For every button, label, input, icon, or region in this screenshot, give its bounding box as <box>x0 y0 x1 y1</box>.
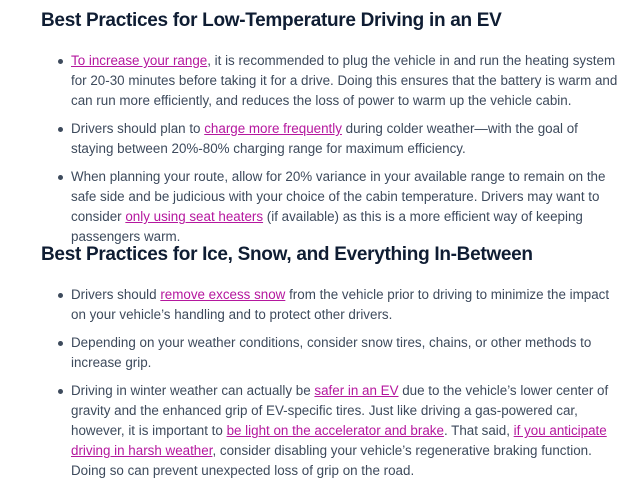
list-item <box>57 51 623 111</box>
section-heading-ice-snow: Best Practices for Ice, Snow, and Everything In-Between <box>41 244 533 265</box>
body-text: . That said, <box>443 423 514 438</box>
bullet-list-ice-snow <box>57 285 623 489</box>
body-text: Drivers should <box>71 287 161 302</box>
body-text: Driving in winter weather can actually be <box>71 383 315 398</box>
body-text: , consider disabling your vehicle’s regenerative braking function. Doing so can prevent unexpected loss of grip on the road. <box>71 443 592 478</box>
list-item <box>57 381 623 481</box>
body-text: When planning your route, allow for 20% variance in your available range to remain on the safe side and be judicious with your choice of the cabin temperature. Drivers may want to consider <box>71 169 606 224</box>
inline-link[interactable]: charge more frequently <box>204 121 342 136</box>
inline-link[interactable]: To increase your range <box>71 53 208 68</box>
list-item <box>57 285 623 325</box>
body-text: Drivers should plan to <box>71 121 205 136</box>
inline-link[interactable]: safer in an EV <box>314 383 399 398</box>
body-text: due to the vehicle’s lower center of gravity and the enhanced grip of EV-specific tires. Just like driving a gas-powered car, however, it is important to <box>71 383 609 438</box>
inline-link[interactable]: only using seat heaters <box>125 209 264 224</box>
body-text: from the vehicle prior to driving to minimize the impact on your vehicle’s handling and to protect other drivers. <box>71 287 610 322</box>
body-text: (if available) as this is a more efficient way of keeping passengers warm. <box>71 209 583 244</box>
body-text: Depending on your weather conditions, consider snow tires, chains, or other methods to increase grip. <box>71 335 592 370</box>
list-item <box>57 119 623 159</box>
inline-link[interactable]: if you anticipate driving in harsh weather <box>71 423 607 458</box>
section-heading-low-temperature: Best Practices for Low-Temperature Driving in an EV <box>41 10 502 31</box>
inline-link[interactable]: remove excess snow <box>160 287 286 302</box>
body-text: during colder weather—with the goal of staying between 20%-80% charging range for maximum efficiency. <box>71 121 578 156</box>
list-item <box>57 333 623 373</box>
body-text: , it is recommended to plug the vehicle in and run the heating system for 20-30 minutes before taking it for a drive. Doing this ensures that the battery is warm and can run more efficiently, and reduces the loss of power to warm up the vehicle cabin. <box>71 53 618 108</box>
inline-link[interactable]: be light on the accelerator and brake <box>226 423 444 438</box>
list-item <box>57 167 623 247</box>
bullet-list-low-temperature <box>57 51 623 255</box>
